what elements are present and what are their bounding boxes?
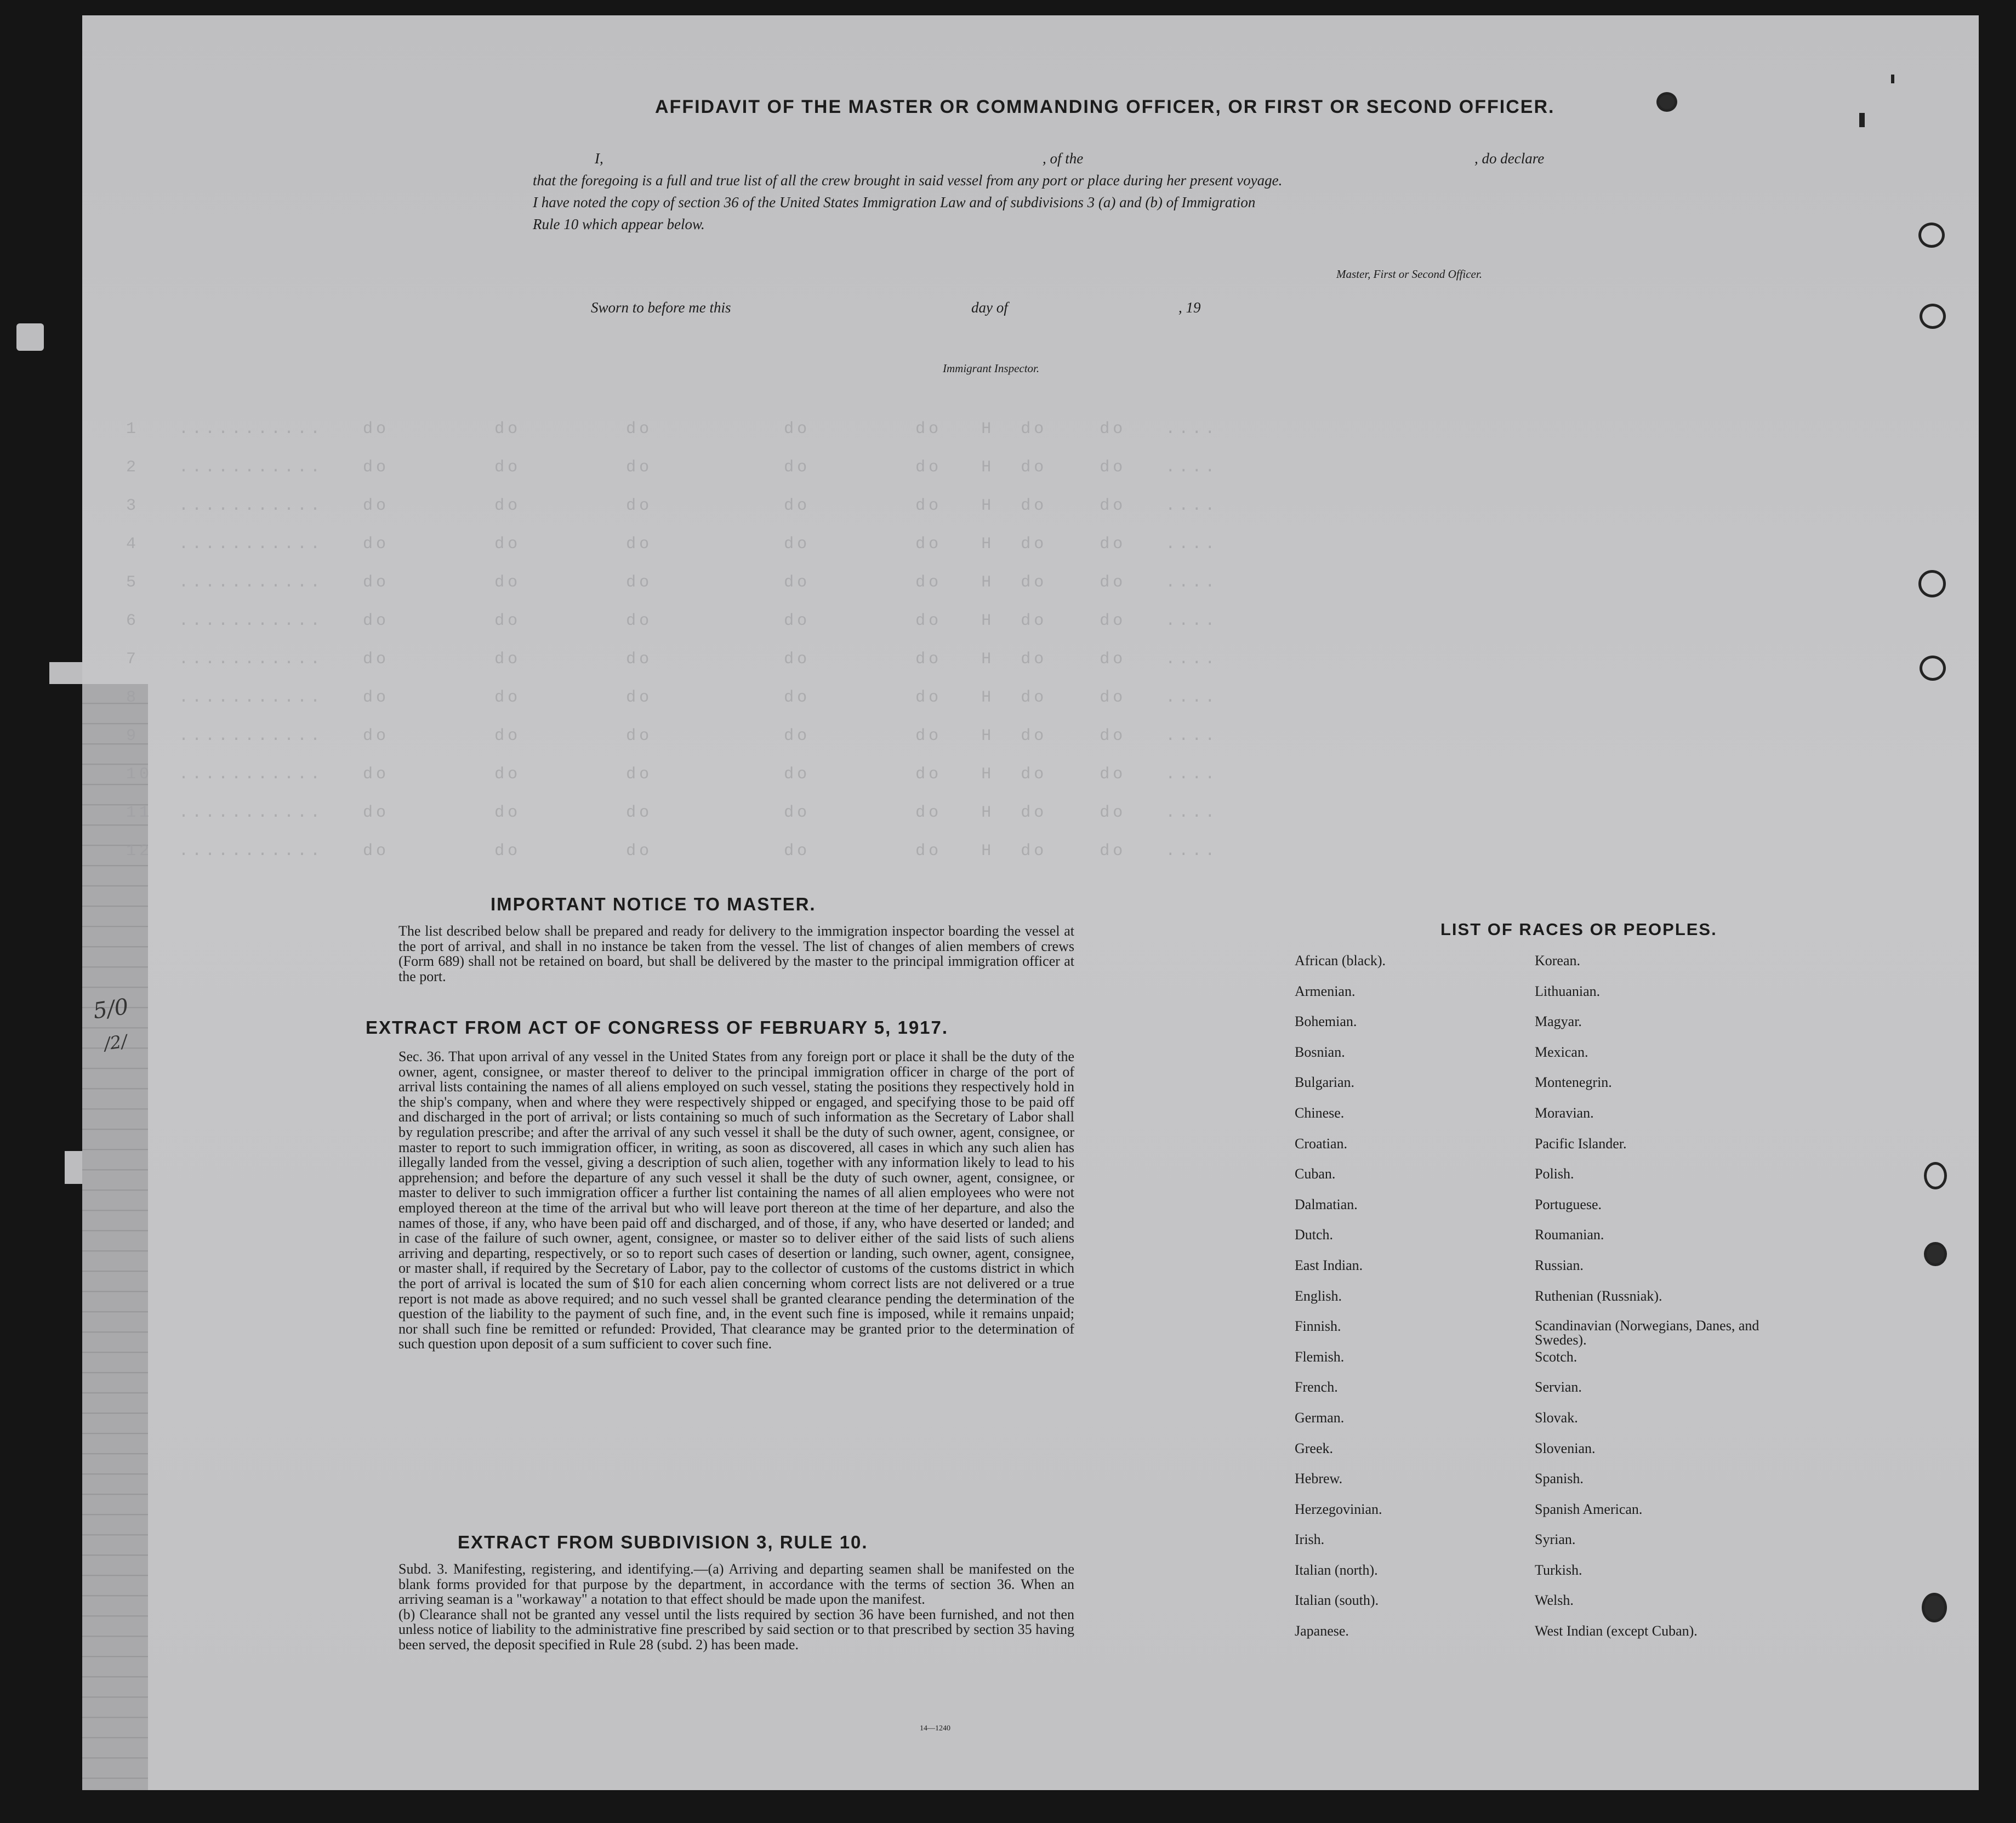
race-item: Polish. [1535,1166,1574,1182]
race-item: Finnish. [1295,1318,1341,1335]
notice-paragraph: The list described below shall be prepared and ready for delivery to the immigration inspector boarding the vessel at the port of arrival, and shall in no instance be taken from the vessel. The list of changes of alien members of crews (Form 689) shall not be retained on board, but shall be delivered by the master to the principal immigration officer at the port. [398,923,1074,984]
race-item: Scotch. [1535,1348,1578,1365]
race-item: Syrian. [1535,1531,1576,1548]
race-item: Greek. [1295,1440,1334,1456]
punch-hole [1918,223,1945,248]
subdivision-b-paragraph: (b) Clearance shall not be granted any vessel until the lists required by section 36 have been furnished, and not then unless notice of liability to the administrative fine prescribed by said section or to that prescribed by section 35 having been served, the deposit specified in Rule 28 (subd. 2) has been made. [398,1606,1074,1653]
affidavit-line-4: Rule 10 which appear below. [533,216,705,232]
race-item: French. [1295,1379,1338,1395]
subdivision-a-paragraph: Subd. 3. Manifesting, registering, and identifying.—(a) Arriving and departing seamen shall be manifested on the blank forms provided for that purpose by the department, in accordance with the terms of section 36. When an arriving seaman is a "workaway" a notation to that effect should be made upon the manifest. [398,1561,1074,1608]
race-item: Mexican. [1535,1044,1588,1060]
race-item: Montenegrin. [1535,1074,1612,1091]
extract-rule-title: EXTRACT FROM SUBDIVISION 3, RULE 10. [458,1532,868,1552]
master-signature-label: Master, First or Second Officer. [1336,267,1482,281]
extract-rule-body [365,1562,1074,1653]
race-item: Italian (south). [1295,1592,1379,1609]
affidavit-i-label: I, [595,150,603,167]
race-item: Flemish. [1295,1348,1345,1365]
extract-act-body [365,1049,1074,1352]
paper-tab [16,323,44,351]
race-item: West Indian (except Cuban). [1535,1623,1698,1639]
race-item: Armenian. [1295,983,1356,999]
race-item: Spanish. [1535,1471,1584,1487]
race-item: Slovenian. [1535,1440,1596,1456]
punch-hole [1924,1242,1947,1266]
race-item: Bohemian. [1295,1013,1357,1030]
day-of-label: day of [971,299,1008,316]
inspector-signature-label: Immigrant Inspector. [943,362,1040,375]
race-item: Dalmatian. [1295,1196,1358,1212]
affidavit-do-declare: , do declare [1474,150,1545,167]
punch-hole [1920,656,1946,681]
race-item: East Indian. [1295,1257,1363,1273]
handwritten-note: /2/ [102,1030,129,1055]
notice-title: IMPORTANT NOTICE TO MASTER. [491,894,816,914]
race-item: German. [1295,1409,1345,1426]
punch-hole [1922,1593,1947,1622]
race-item: Lithuanian. [1535,983,1601,999]
sworn-label: Sworn to before me this [591,299,731,316]
race-item: Turkish. [1535,1562,1582,1578]
race-item: African (black). [1295,953,1386,969]
race-item: Bosnian. [1295,1044,1345,1060]
ink-mark [1859,113,1865,127]
document-page [82,15,1979,1790]
race-item: English. [1295,1288,1342,1304]
race-item: Ruthenian (Russniak). [1535,1288,1662,1304]
race-item: Italian (north). [1295,1562,1378,1578]
race-item: Bulgarian. [1295,1074,1355,1091]
punch-hole [1656,92,1677,112]
punch-hole [1918,570,1946,597]
race-item: Moravian. [1535,1104,1594,1121]
race-item: Hebrew. [1295,1471,1343,1487]
paper-tab [65,1151,82,1184]
notice-body [365,924,1074,984]
section-36-paragraph: Sec. 36. That upon arrival of any vessel in the United States from any foreign port or place it shall be the duty of the owner, agent, consignee, or master thereof to deliver to the principal immigration officer in charge of the port of arrival lists containing the names of all aliens employed on such vessel, stating the positions they respectively hold in the ship's company, when and where they were respectively shipped or engaged, and specifying those to be paid off and discharged in the port of arrival; or lists containing so much of such information as the Secretary of Labor shall by regulation prescribe; and after the arrival of any such vessel it shall be the duty of such owner, agent, consignee, or master to report to such immigration officer, in writing, as soon as discovered, all cases in which any such alien has illegally landed from the vessel, giving a description of such alien, together with any information likely to lead to his apprehension; and before the departure of any such vessel it shall be the duty of such owner, agent, consignee, or master to deliver to such immigration officer a further list containing the names of all alien employees who were not employed thereon at the time of the arrival but who will leave port thereon at the time of her departure, and also the names of those, if any, who have been paid off and discharged, and of those, if any, who have deserted or landed; and in case of the failure of such owner, agent, consignee, or master so to deliver either of the said lists of such aliens arriving and departing, respectively, or so to report such cases of desertion or landing, such owner, agent, consignee, or master shall, if required by the Secretary of Labor, pay to the collector of customs of the customs district in which the port of arrival is located the sum of $10 for each alien concerning whom correct lists are not delivered or a true report is not made as above required; and no such vessel shall be granted clearance pending the determination of the question of the liability to the payment of such fine, and, in the event such fine is imposed, while it remains unpaid; nor shall such fine be remitted or refunded: Provided, That clearance may be granted prior to the determination of such question upon deposit of a sum sufficient to cover such fine. [398,1049,1074,1352]
affidavit-title: AFFIDAVIT OF THE MASTER OR COMMANDING OFFICER, OR FIRST OR SECOND OFFICER. [655,96,1555,117]
affidavit-of-the: , of the [1043,150,1084,167]
races-left-column [1295,953,1525,1654]
race-item: Servian. [1535,1379,1582,1395]
race-item: Magyar. [1535,1013,1582,1030]
affidavit-line-3: I have noted the copy of section 36 of the United States Immigration Law and of subdivisions 3 (a) and (b) of Immigration [533,194,1256,210]
race-item: Portuguese. [1535,1196,1602,1212]
race-item: Chinese. [1295,1104,1345,1121]
year-label: , 19 [1178,299,1201,316]
race-item: Cuban. [1295,1166,1336,1182]
race-item: Herzegovinian. [1295,1501,1382,1517]
punch-hole [1920,304,1946,329]
handwritten-note: 5/0 [92,994,130,1024]
races-right-column [1535,953,1842,1654]
extract-act-title: EXTRACT FROM ACT OF CONGRESS OF FEBRUARY 5, 1917. [366,1017,949,1038]
race-item: Dutch. [1295,1227,1334,1243]
race-item: Slovak. [1535,1409,1578,1426]
race-item: Pacific Islander. [1535,1135,1627,1152]
punch-hole [1924,1162,1947,1189]
ink-mark [1891,75,1894,83]
race-item: Scandinavian (Norwegians, Danes, and Swedes). [1535,1318,1759,1348]
race-item: Irish. [1295,1531,1325,1548]
form-number: 14—1240 [920,1724,950,1733]
race-item: Spanish American. [1535,1501,1643,1517]
affidavit-line-2: that the foregoing is a full and true list of all the crew brought in said vessel from any port or place during her present voyage. [533,172,1283,189]
race-item: Russian. [1535,1257,1584,1273]
races-title: LIST OF RACES OR PEOPLES. [1440,920,1717,939]
race-item: Korean. [1535,953,1581,969]
bleed-through-grid: 1 ........... do do do do do H do do .... 2 ........... do do do do do H do do .... 3 ........... do do do do do H do do .... 4 ........... do do do do do H do do .... 5 ........... do do do do do H do do .... 6 ........... do do do do do H do do .... 7 ........... do do do do do H do do .... 8 ........... do do do do do H do do .... 9 ........... do do do do do H do do .... 10 ........... do do do do do H do do .... 11 ........... do do do do do H do do .... 12 ........... do do do do do H do do .... [126,420,1218,861]
race-item: Croatian. [1295,1135,1348,1152]
paper-tab [49,662,82,684]
race-item: Welsh. [1535,1592,1574,1609]
race-item: Roumanian. [1535,1227,1604,1243]
race-item: Japanese. [1295,1623,1349,1639]
